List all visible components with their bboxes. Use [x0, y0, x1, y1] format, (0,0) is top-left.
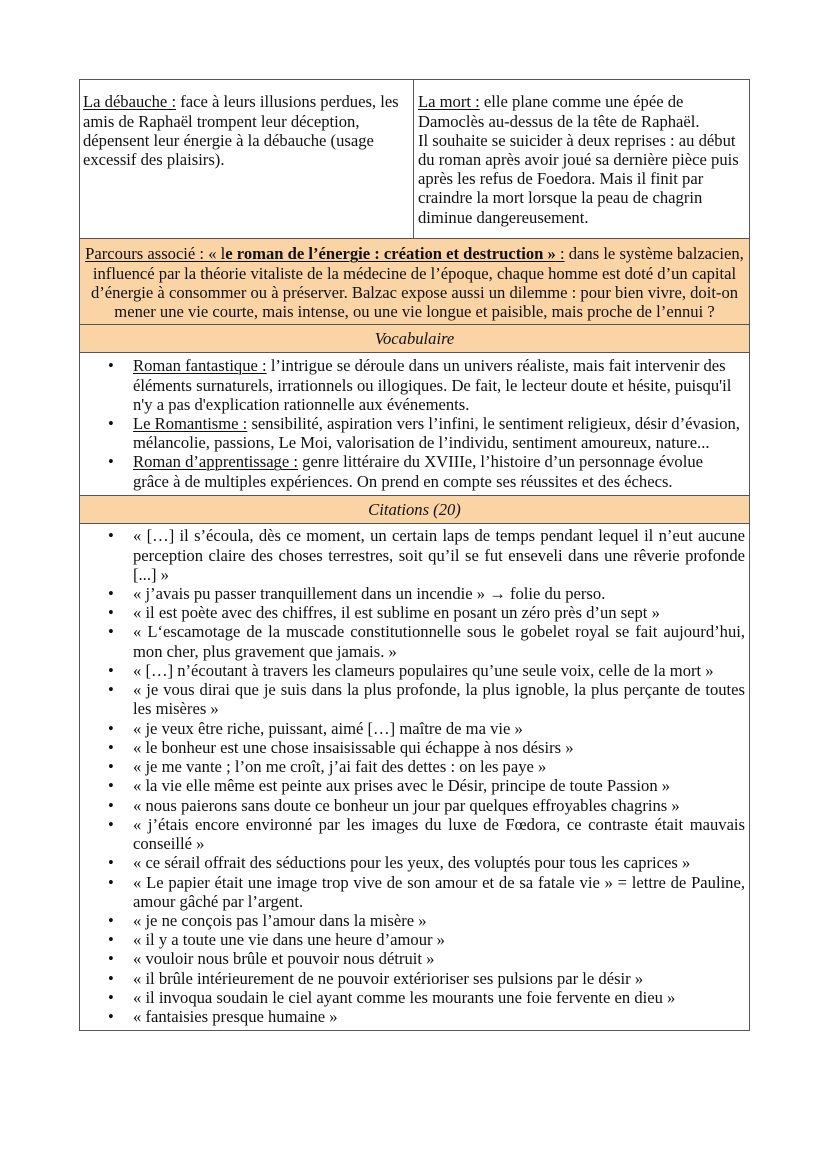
citations-line — [133, 853, 745, 872]
citations-line-text: « je veux être riche, puissant, aimé […] maître de ma vie » — [133, 718, 523, 738]
citations-line-text: « j’avais pu passer tranquillement dans un incendie » → folie du perso. — [133, 584, 606, 603]
bullet-icon — [108, 949, 114, 968]
parcours-line: influencé par la théorie vitaliste de la médecine de l’époque, chaque homme est doté d’un capital — [92, 263, 737, 283]
bullet-icon — [108, 873, 114, 892]
vocabulaire-line — [133, 376, 745, 395]
citations-heading: Citations (20) — [368, 499, 461, 519]
citations-line-text: perception claire des choses terrestres, soit qu’il se fut enseveli dans une rêverie profonde — [133, 545, 745, 565]
citations-line-text: « nous paierons sans doute ce bonheur un jour par quelques effroyables chagrins » — [133, 795, 680, 815]
citations-item — [80, 815, 745, 853]
citations-item — [80, 680, 745, 718]
theme-line: du roman après avoir joué sa dernière pièce puis — [418, 150, 739, 169]
citations-line-text: « vouloir nous brûle et pouvoir nous détruit » — [133, 949, 435, 969]
citations-line — [133, 969, 745, 988]
citations-line — [133, 757, 745, 776]
citations-item — [80, 969, 745, 988]
citations-item — [80, 853, 745, 872]
vocabulaire-item — [80, 356, 745, 414]
citations-item — [80, 988, 745, 1007]
parcours-line: mener une vie courte, mais intense, ou une vie longue et paisible, mais proche de l’ennui ? — [114, 302, 715, 321]
theme-line: craindre la mort lorsque la peau de chagrin — [418, 188, 703, 208]
citations-item — [80, 661, 745, 680]
bullet-icon — [108, 738, 114, 757]
citations-item — [80, 584, 745, 603]
bullet-icon — [108, 452, 114, 471]
vocabulaire-term: Roman fantastique : — [133, 356, 267, 376]
parcours-title-bold: e roman de l’énergie : création et destruction » — [225, 244, 556, 264]
vocabulaire-item — [80, 452, 745, 490]
bullet-icon — [108, 661, 114, 680]
citations-line-text: « fantaisies presque humaine » — [133, 1007, 338, 1027]
citations-item — [80, 949, 745, 968]
citations-line-text: [...] » — [133, 564, 169, 584]
citations-line — [133, 565, 745, 584]
citations-line-text: « il brûle intérieurement de ne pouvoir extérioriser ses pulsions par le désir » — [133, 968, 644, 988]
citations-line — [133, 526, 745, 545]
parcours-line — [80, 244, 749, 263]
citations-line — [133, 815, 745, 834]
bullet-icon — [108, 584, 114, 603]
vocabulaire-line — [133, 433, 745, 452]
bullet-icon — [108, 1007, 114, 1026]
vocabulaire-line-text: grâce à de multiples expériences. On prend en compte ses réussites et des échecs. — [133, 471, 673, 491]
citations-line — [133, 546, 745, 565]
bullet-icon — [108, 680, 114, 699]
citations-line — [133, 988, 745, 1007]
citations-item — [80, 873, 745, 911]
citations-line — [133, 873, 745, 892]
citations-line — [133, 949, 745, 968]
theme-cell-debauche — [80, 80, 413, 238]
parcours-title-start: Parcours associé : « l — [85, 244, 226, 264]
citations-line — [133, 738, 745, 757]
citations-line-text: « il invoqua soudain le ciel ayant comme les mourants une foie fervente en dieu » — [133, 987, 676, 1007]
citations-item — [80, 757, 745, 776]
citations-line — [133, 584, 745, 603]
theme-line: Damoclès au-dessus de la tête de Raphaël. — [418, 111, 700, 131]
citations-line-text: « il y a toute une vie dans une heure d’amour » — [133, 930, 445, 950]
citations-line-text: « ce sérail offrait des séductions pour les yeux, des voluptés pour tous les caprices » — [133, 853, 691, 873]
theme-line: Il souhaite se suicider à deux reprises : au début — [418, 130, 736, 150]
citations-line-text: « je vous dirai que je suis dans la plus profonde, la plus ignoble, la plus perçante de toutes — [133, 680, 745, 700]
citations-item — [80, 603, 745, 622]
citations-line-text: « je ne conçois pas l’amour dans la misère » — [133, 910, 427, 930]
bullet-icon — [108, 776, 114, 795]
citations-line-text: les misères » — [133, 699, 219, 719]
vocabulaire-line-text: l’intrigue se déroule dans un univers réaliste, mais fait intervenir des — [270, 356, 726, 376]
theme-line — [83, 92, 413, 111]
citations-item — [80, 719, 745, 738]
theme-term: La mort : — [418, 92, 480, 112]
citations-line-text: « je me vante ; l’on me croît, j’ai fait des dettes : on les paye » — [133, 757, 547, 777]
parcours-line: d’énergie à consommer ou à préserver. Balzac expose aussi un dilemme : pour bien vivre, doit-on — [90, 282, 739, 302]
vocabulaire-term: Le Romantisme : — [133, 414, 248, 433]
citations-item — [80, 526, 745, 584]
citations-line-text: « […] n’écoutant à travers les clameurs populaires qu’une seule voix, celle de la mort » — [133, 660, 714, 680]
citations-line — [133, 776, 745, 795]
bullet-icon — [108, 930, 114, 949]
citations-item — [80, 738, 745, 757]
themes-row — [79, 79, 750, 238]
bullet-icon — [108, 757, 114, 776]
bullet-icon — [108, 356, 114, 375]
bullet-icon — [108, 853, 114, 872]
citations-line — [133, 834, 745, 853]
citations-line-text: « il est poète avec des chiffres, il est sublime en posant un zéro près d’un sept » — [133, 603, 660, 623]
theme-term: La débauche : — [83, 92, 177, 112]
vocabulaire-line — [133, 472, 745, 491]
citations-line — [133, 661, 745, 680]
citations-line-text: « L‘escamotage de la muscade constitutionnelle sous le gobelet royal se fait aujourd’hui, — [133, 622, 745, 642]
vocabulary-heading: Vocabulaire — [374, 328, 455, 348]
citations-line — [133, 699, 745, 718]
parcours-row — [79, 238, 750, 324]
citations-line-text: « la vie elle même est peinte aux prises avec le Désir, principe de toute Passion » — [133, 776, 671, 796]
citations-line-text: amour gâché par l’argent. — [133, 891, 304, 911]
bullet-icon — [108, 815, 114, 834]
vocabulary-list — [80, 356, 745, 491]
bullet-icon — [108, 719, 114, 738]
bullet-icon — [108, 414, 114, 433]
vocabulaire-line — [133, 414, 745, 433]
vocabulaire-line-text: n'y a pas d'explication rationnelle aux événements. — [133, 394, 470, 414]
citations-item — [80, 622, 745, 660]
citations-row — [79, 523, 750, 1031]
parcours-line-text: dans le système balzacien, — [568, 244, 744, 264]
citations-line — [133, 796, 745, 815]
citations-line-text: « j’étais encore environné par les images du luxe de Fœdora, ce contraste était mauvais — [133, 814, 745, 834]
citations-line — [133, 622, 745, 641]
citations-line-text: « Le papier était une image trop vive de son amour et de sa fatale vie » = lettre de Pauline, — [133, 872, 745, 892]
citations-item — [80, 911, 745, 930]
vocabulaire-line-text: genre littéraire du XVIIIe, l’histoire d’un personnage évolue — [302, 452, 703, 472]
bullet-icon — [108, 969, 114, 988]
citation-list — [80, 526, 745, 1026]
theme-cell-mort — [413, 80, 749, 238]
parcours-title — [85, 244, 564, 263]
theme-line-text: face à leurs illusions perdues, les — [180, 92, 399, 112]
citations-line — [133, 719, 745, 738]
theme-line: excessif des plaisirs). — [83, 150, 225, 169]
vocabulaire-line-text: sensibilité, aspiration vers l’infini, le sentiment religieux, désir d’évasion, — [251, 414, 740, 433]
citations-line — [133, 911, 745, 930]
citations-line — [133, 1007, 745, 1026]
vocabulaire-line — [133, 395, 745, 414]
bullet-icon — [108, 796, 114, 815]
citations-item — [80, 776, 745, 795]
citations-line-text: mon cher, plus gravement que jamais. » — [133, 641, 397, 661]
theme-line — [418, 92, 749, 111]
vocabulary-row — [79, 352, 750, 495]
vocabulaire-line-text: éléments surnaturels, irrationnels ou illogiques. De fait, le lecteur doute et hésite, puisqu'il — [133, 375, 732, 395]
vocabulaire-line — [133, 452, 745, 471]
theme-line-text: elle plane comme une épée de — [483, 92, 684, 112]
citations-item — [80, 1007, 745, 1026]
bullet-icon — [108, 988, 114, 1007]
theme-line: après les refus de Foedora. Mais il finit par — [418, 169, 704, 189]
bullet-icon — [108, 622, 114, 641]
citations-line-text: conseillé » — [133, 834, 205, 854]
citations-line-text: « […] il s’écoula, dès ce moment, un certain laps de temps pendant lequel il n’eut aucune — [133, 526, 745, 546]
citations-heading-row — [79, 495, 750, 523]
citations-line — [133, 680, 745, 699]
vocabulaire-line — [133, 356, 745, 375]
citations-line — [133, 603, 745, 622]
theme-line: dépensent leur énergie à la débauche (usage — [83, 130, 374, 150]
parcours-title-colon: : — [559, 244, 565, 264]
vocabulaire-item — [80, 414, 745, 452]
bullet-icon — [108, 911, 114, 930]
citations-line — [133, 930, 745, 949]
vocabulary-heading-row — [79, 324, 750, 352]
citations-item — [80, 930, 745, 949]
bullet-icon — [108, 526, 114, 545]
citations-item — [80, 796, 745, 815]
citations-line-text: « le bonheur est une chose insaisissable qui échappe à nos désirs » — [133, 737, 574, 757]
citations-line — [133, 642, 745, 661]
theme-line: amis de Raphaël trompent leur déception, — [83, 111, 360, 131]
vocabulaire-term: Roman d’apprentissage : — [133, 452, 298, 472]
theme-line: diminue dangereusement. — [418, 207, 589, 227]
vocabulaire-line-text: mélancolie, passions, Le Moi, valorisation de l’individu, sentiment amoureux, nature... — [133, 433, 710, 453]
citations-line — [133, 892, 745, 911]
bullet-icon — [108, 603, 114, 622]
